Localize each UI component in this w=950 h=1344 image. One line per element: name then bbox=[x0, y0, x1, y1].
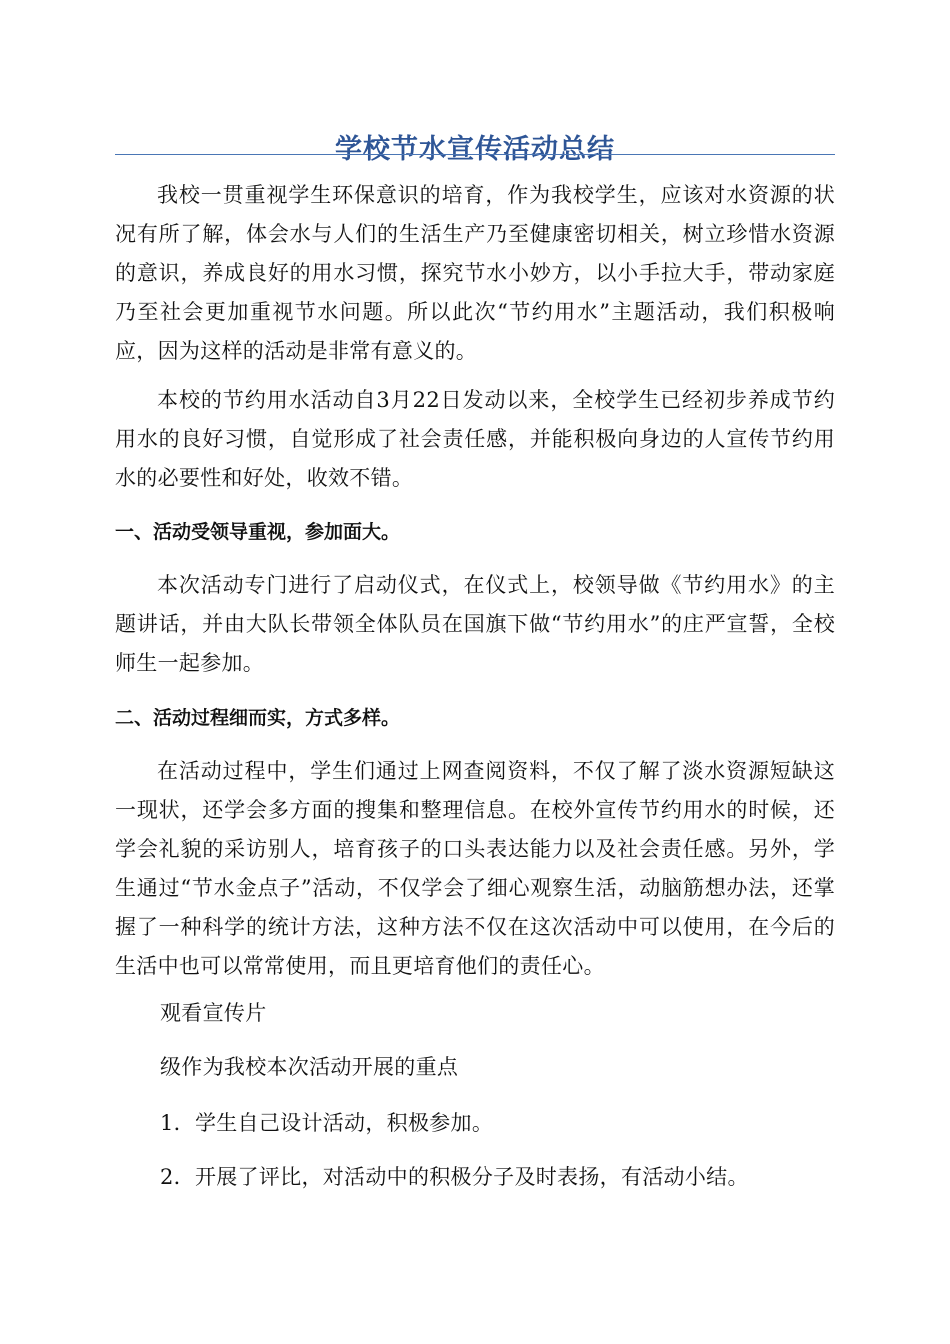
list-item-1: 1．学生自己设计活动，积极参加。 bbox=[160, 1111, 494, 1135]
section-2-body: 在活动过程中，学生们通过上网查阅资料，不仅了解了淡水资源短缺这一现状，还学会多方面的搜集和整理信息。在校外宣传节约用水的时候，还学会礼貌的采访别人，培育孩子的口头表达能力以及社会责任感。另外，学生通过“节水金点子”活动，不仅学会了细心观察生活，动脑筋想办法，还掌握了一种科学的统计方法，这种方法不仅在这次活动中可以使用，在今后的生活中也可以常常使用，而且更培育他们的责任心。 bbox=[115, 759, 835, 978]
list-line-focus: 级作为我校本次活动开展的重点 bbox=[160, 1055, 459, 1079]
progress-paragraph: 本校的节约用水活动自3月22日发动以来，全校学生已经初步养成节约用水的良好习惯，自觉形成了社会责任感，并能积极向身边的人宣传节约用水的必要性和好处，收效不错。 bbox=[115, 388, 835, 490]
title-underline bbox=[115, 154, 835, 155]
section-1-body: 本次活动专门进行了启动仪式，在仪式上，校领导做《节约用水》的主题讲话，并由大队长带领全体队员在国旗下做“节约用水”的庄严宣誓，全校师生一起参加。 bbox=[115, 573, 835, 675]
section-1-heading: 一、活动受领导重视，参加面大。 bbox=[115, 521, 401, 543]
list-item-2: 2．开展了评比，对活动中的积极分子及时表扬，有活动小结。 bbox=[160, 1165, 749, 1189]
intro-paragraph: 我校一贯重视学生环保意识的培育，作为我校学生，应该对水资源的状况有所了解，体会水与人们的生活生产乃至健康密切相关，树立珍惜水资源的意识，养成良好的用水习惯，探究节水小妙方，以小手拉大手，带动家庭乃至社会更加重视节水问题。所以此次“节约用水”主题活动，我们积极响应，因为这样的活动是非常有意义的。 bbox=[115, 183, 835, 363]
list-line-video: 观看宣传片 bbox=[160, 1001, 267, 1025]
document-title: 学校节水宣传活动总结 bbox=[335, 134, 615, 166]
section-2-heading: 二、活动过程细而实，方式多样。 bbox=[115, 707, 401, 729]
